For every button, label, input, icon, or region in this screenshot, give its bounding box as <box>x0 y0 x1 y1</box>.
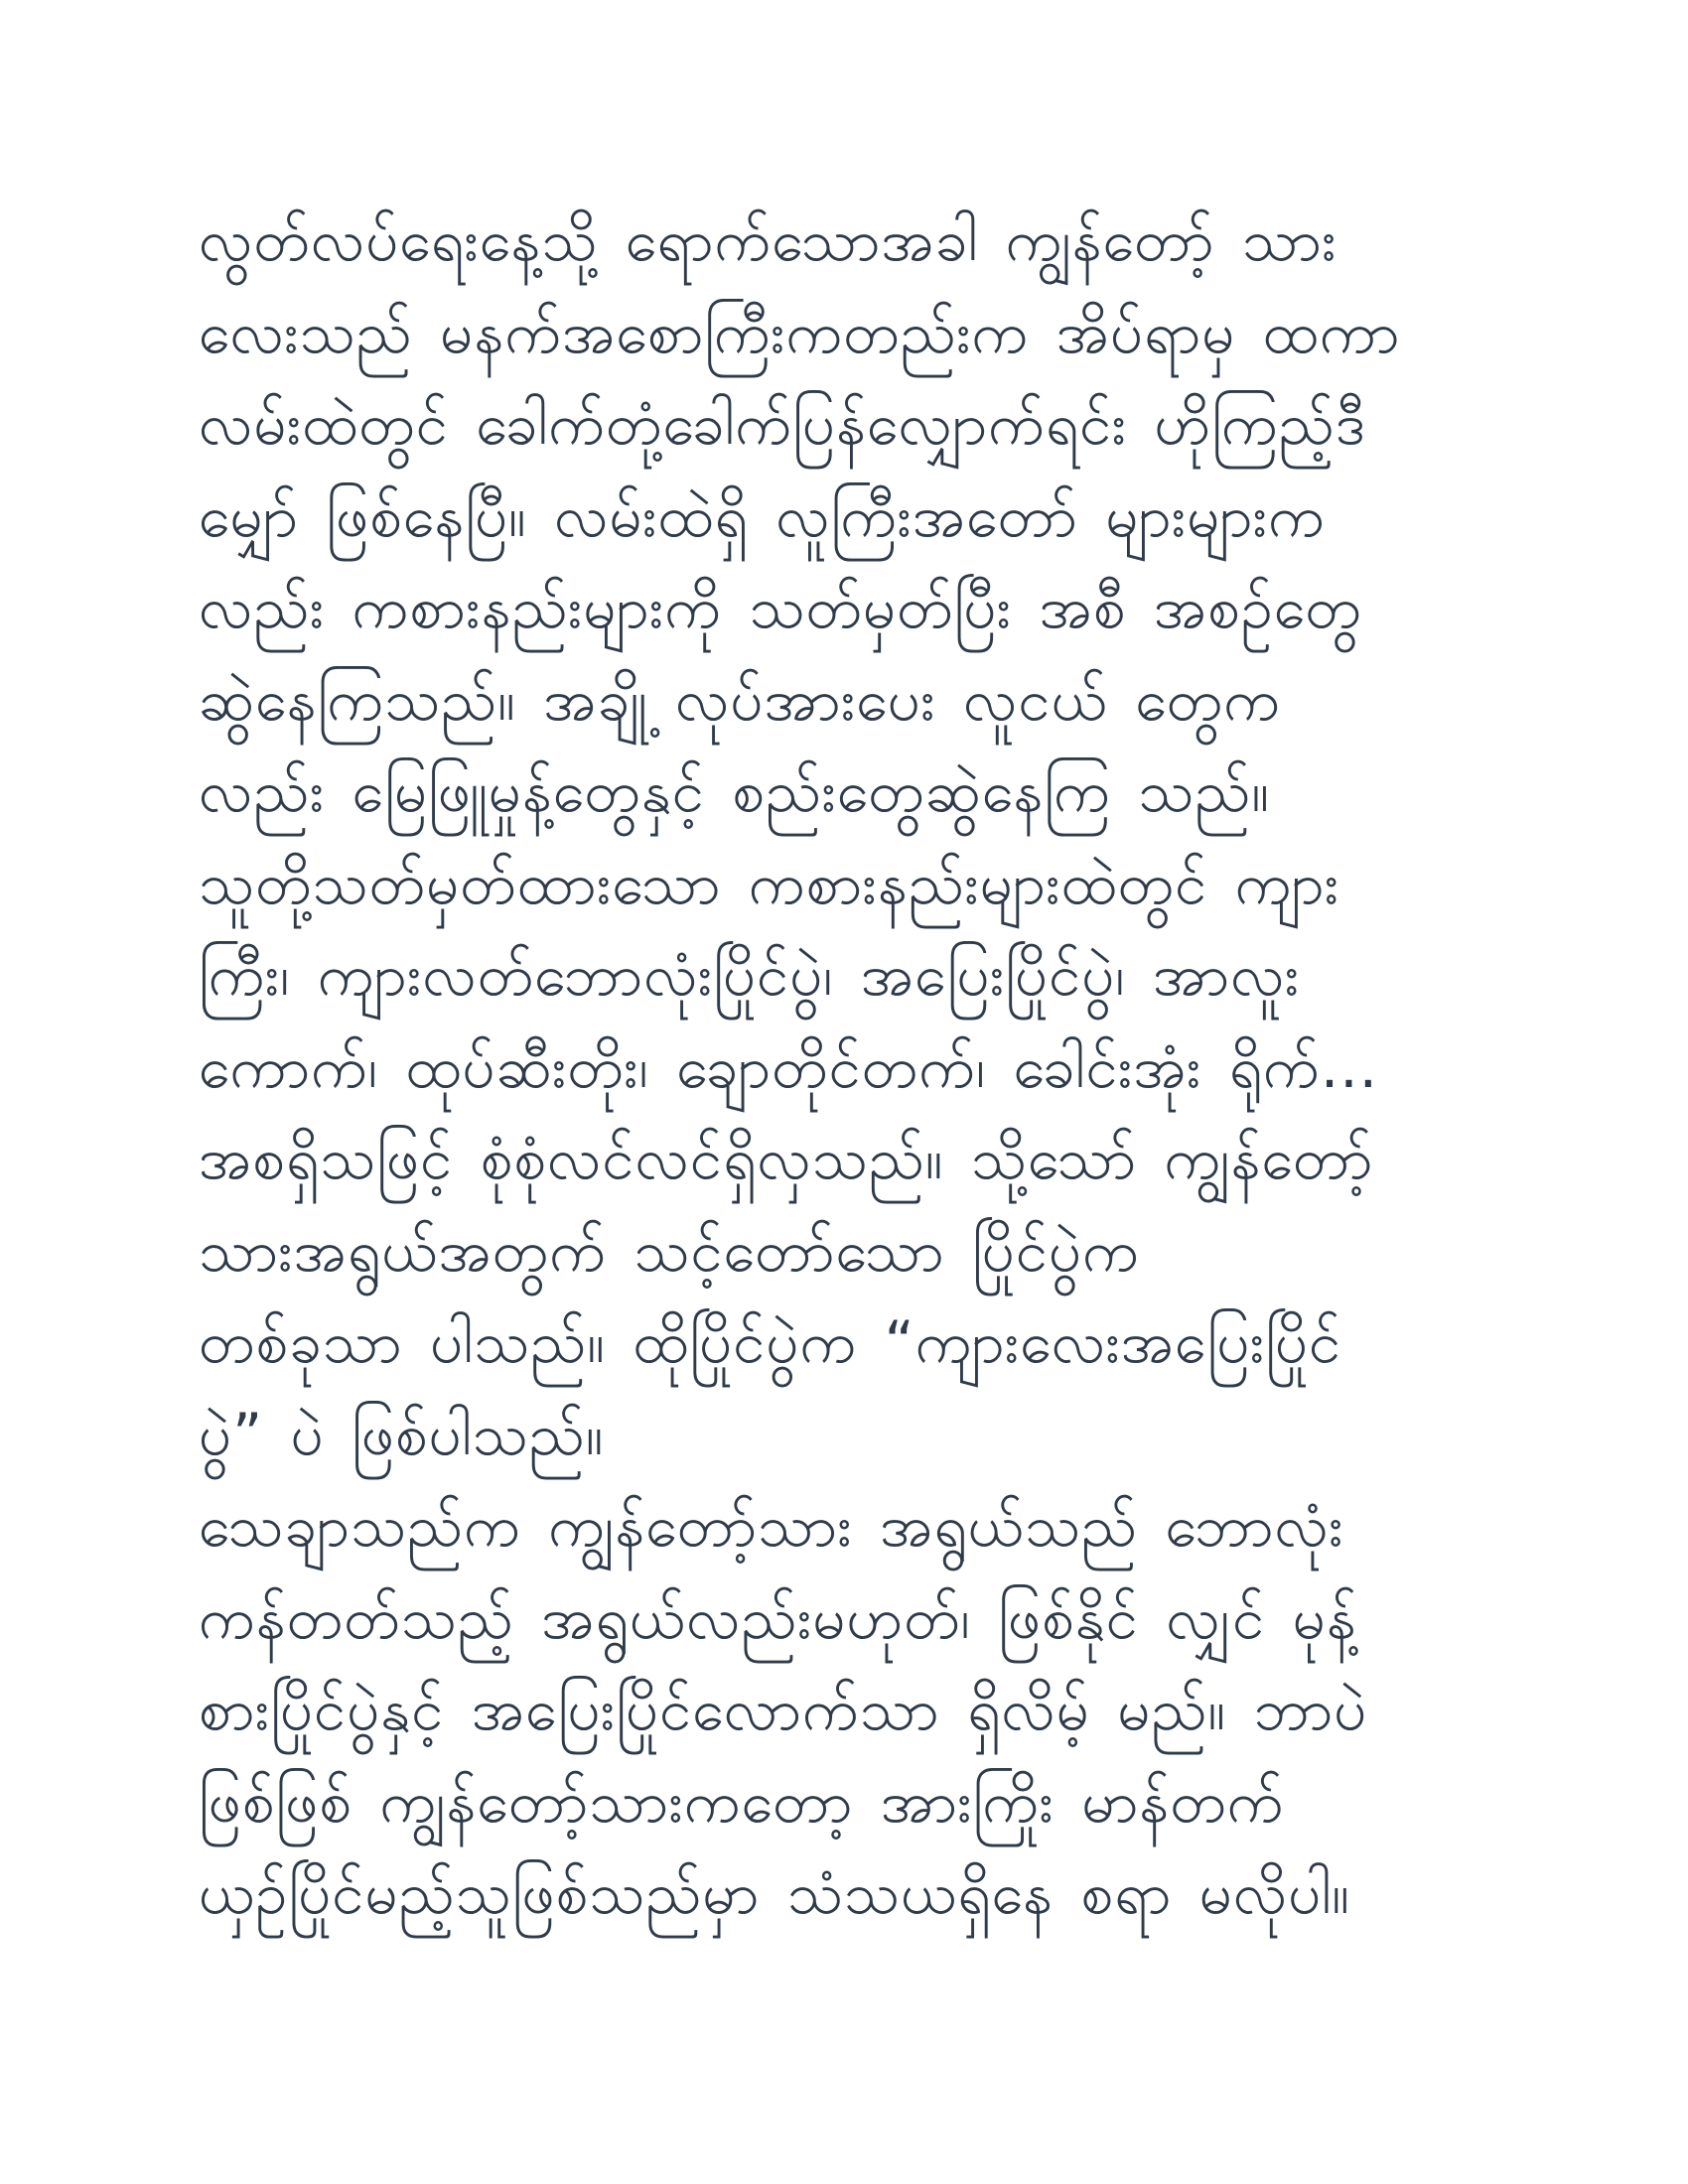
text-line: သေချာသည်က ကျွန်တော့်သား အရွယ်သည် ဘောလုံး <box>199 1492 1344 1560</box>
text-line: လေးသည် မနက်အစောကြီးကတည်းက အိပ်ရာမှ ထကာ <box>199 298 1401 366</box>
paragraph-2 <box>199 1480 1489 1940</box>
text-line: အစရှိသဖြင့် စုံစုံလင်လင်ရှိလှသည်။ သို့သော် ကျွန်တော့် <box>199 1125 1374 1192</box>
body-text <box>199 195 1489 1940</box>
text-line: လမ်းထဲတွင် ခေါက်တုံ့ခေါက်ပြန်လျှောက်ရင်း ဟိုကြည့်ဒီ <box>199 390 1367 458</box>
text-line: ကောက်၊ ထုပ်ဆီးတိုး၊ ချောတိုင်တက်၊ ခေါင်းအုံး ရိုက်... <box>199 1032 1379 1101</box>
text-line: စားပြိုင်ပွဲနှင့် အပြေးပြိုင်လောက်သာ ရှိလိမ့် မည်။ ဘာပဲ <box>199 1676 1368 1743</box>
text-line: ဖြစ်ဖြစ် ကျွန်တော့်သားကတော့ အားကြိုး မာန်တက် <box>199 1767 1285 1836</box>
text-line: လည်း ကစားနည်းများကို သတ်မှတ်ပြီး အစီ အစဉ်တွေ <box>199 574 1362 641</box>
text-line: သူတို့သတ်မှတ်ထားသော ကစားနည်းများထဲတွင် ကျား <box>199 849 1340 917</box>
text-line: ယှဉ်ပြိုင်မည့်သူဖြစ်သည်မှာ သံသယရှိနေ စရာ မလိုပါ။ <box>199 1859 1350 1927</box>
text-line: ပွဲ” ပဲ ဖြစ်ပါသည်။ <box>199 1400 605 1468</box>
text-line: လည်း မြေဖြူမှုန့်တွေနှင့် စည်းတွေဆွဲနေကြ သည်။ <box>199 757 1271 825</box>
text-line: ကြီး၊ ကျားလတ်ဘောလုံးပြိုင်ပွဲ၊ အပြေးပြိုင်ပွဲ၊ အာလူး <box>199 941 1301 1009</box>
text-line: မျှော် ဖြစ်နေပြီ။ လမ်းထဲရှိ လူကြီးအတော် များများက <box>199 481 1326 550</box>
text-line: လွတ်လပ်ရေးနေ့သို့ ရောက်သောအခါ ကျွန်တော့် သား <box>199 206 1337 274</box>
text-line: ဆွဲနေကြသည်။ အချို့ လုပ်အားပေး လူငယ် တွေက <box>199 665 1282 734</box>
text-line: ကန်တတ်သည့် အရွယ်လည်းမဟုတ်၊ ဖြစ်နိုင် လျှင် မုန့် <box>199 1583 1357 1652</box>
text-line: တစ်ခုသာ ပါသည်။ ထိုပြိုင်ပွဲက “ကျားလေးအပြေးပြိုင် <box>199 1308 1342 1376</box>
paragraph-1 <box>199 195 1489 1480</box>
text-line: သားအရွယ်အတွက် သင့်တော်သော ပြိုင်ပွဲက <box>199 1216 1140 1285</box>
